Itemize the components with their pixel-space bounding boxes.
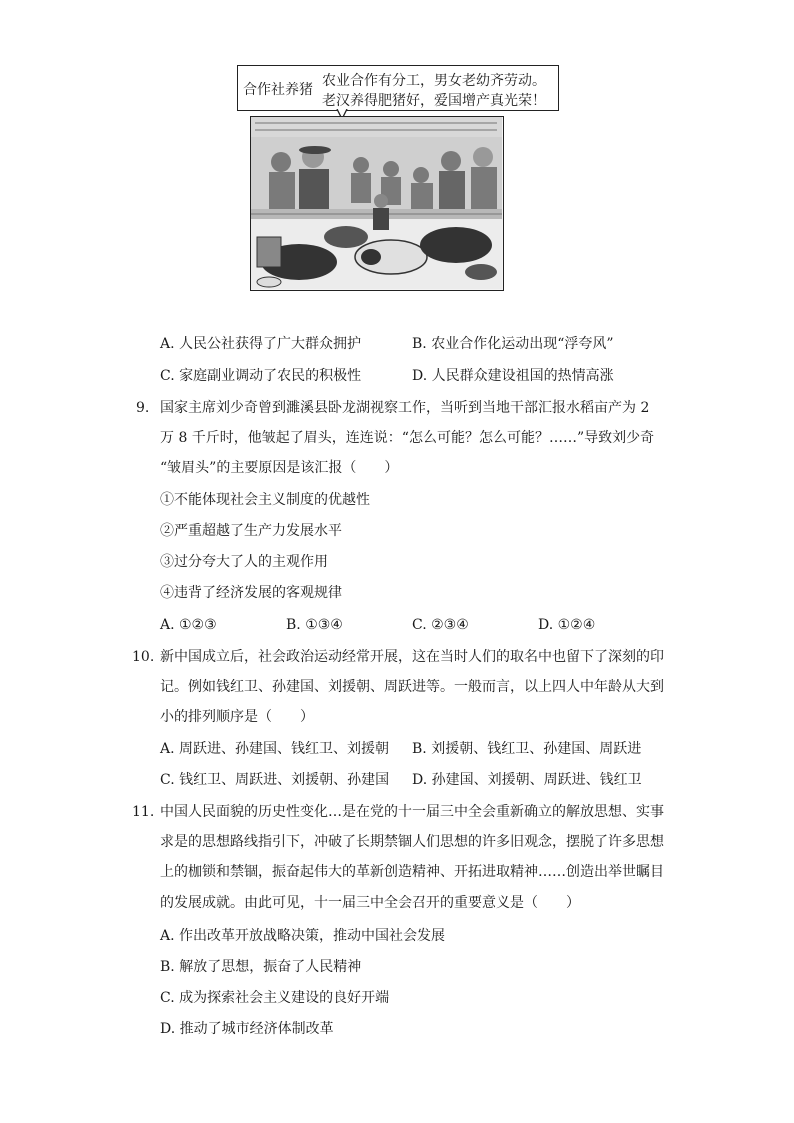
q9-option-b: B. ①③④ — [286, 617, 343, 633]
q10-option-a: A. 周跃进、孙建国、钱红卫、刘援朝 — [160, 741, 390, 757]
q11-stem-line: 中国人民面貌的历史性变化…是在党的十一届三中全会重新确立的解放思想、实事 — [160, 804, 664, 820]
q8-option-a: A. 人民公社获得了广大群众拥护 — [160, 336, 362, 352]
q9-number: 9. — [136, 400, 150, 416]
q8-option-b: B. 农业合作化运动出现“浮夸风” — [412, 336, 614, 352]
q10-stem-line: 小的排列顺序是（ ） — [160, 709, 314, 725]
q11-stem-line: 求是的思想路线指引下，冲破了长期禁锢人们思想的许多旧观念，摆脱了许多思想 — [160, 834, 664, 850]
q11-option-b: B. 解放了思想，振奋了人民精神 — [160, 959, 362, 975]
poster-caption-line: 农业合作有分工，男女老幼齐劳动。 — [322, 73, 546, 89]
q9-stem-line: 国家主席刘少奇曾到濉溪县卧龙湖视察工作，当听到当地干部汇报水稻亩产为 2 — [160, 400, 650, 416]
q9-statement-3: ③过分夸大了人的主观作用 — [160, 554, 328, 570]
q9-statement-1: ①不能体现社会主义制度的优越性 — [160, 492, 370, 508]
q11-number: 11. — [132, 804, 155, 820]
q11-option-d: D. 推动了城市经济体制改革 — [160, 1021, 334, 1037]
q11-option-a: A. 作出改革开放战略决策，推动中国社会发展 — [160, 928, 446, 944]
q11-stem-line: 的发展成就。由此可见，十一届三中全会召开的重要意义是（ ） — [160, 895, 580, 911]
q8-option-c: C. 家庭副业调动了农民的积极性 — [160, 368, 362, 384]
q11-option-c: C. 成为探索社会主义建设的良好开端 — [160, 990, 390, 1006]
q9-statement-2: ②严重超越了生产力发展水平 — [160, 523, 342, 539]
q9-option-c: C. ②③④ — [412, 617, 469, 633]
poster-caption-box — [237, 65, 559, 111]
q9-statement-4: ④违背了经济发展的客观规律 — [160, 585, 342, 601]
q8-option-d: D. 人民群众建设祖国的热情高涨 — [412, 368, 614, 384]
poster-illustration — [251, 117, 502, 289]
q9-stem-line: “皱眉头”的主要原因是该汇报（ ） — [160, 460, 399, 476]
q10-option-d: D. 孙建国、刘援朝、周跃进、钱红卫 — [412, 772, 642, 788]
q9-option-a: A. ①②③ — [160, 617, 217, 633]
cooperative-pig-poster-image — [250, 116, 504, 291]
q10-option-b: B. 刘援朝、钱红卫、孙建国、周跃进 — [412, 741, 642, 757]
q9-option-d: D. ①②④ — [538, 617, 596, 633]
q10-option-c: C. 钱红卫、周跃进、刘援朝、孙建国 — [160, 772, 390, 788]
q10-stem-line: 新中国成立后，社会政治运动经常开展，这在当时人们的取名中也留下了深刻的印 — [160, 649, 664, 665]
poster-caption-title: 合作社养猪 — [243, 82, 313, 98]
q9-stem-line: 万 8 千斤时，他皱起了眉头，连连说：“怎么可能？怎么可能？……”导致刘少奇 — [160, 430, 655, 446]
poster-caption-line: 老汉养得肥猪好，爱国增产真光荣！ — [322, 93, 546, 109]
q11-stem-line: 上的枷锁和禁锢，振奋起伟大的革新创造精神、开拓进取精神……创造出举世瞩目 — [160, 864, 664, 880]
q10-stem-line: 记。例如钱红卫、孙建国、刘援朝、周跃进等。一般而言，以上四人中年龄从大到 — [160, 679, 664, 695]
q10-number: 10. — [132, 649, 155, 665]
